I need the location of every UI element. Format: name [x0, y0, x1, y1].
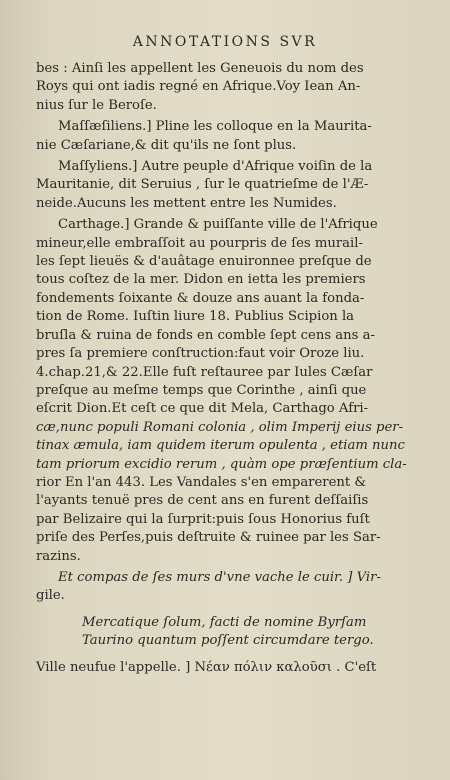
text-line: cæ,nunc populi Romani colonia , olim Imperij eius per- [36, 419, 404, 435]
text-line: Carthage.] Grande & puiſſante ville de l'Afrique [58, 217, 378, 233]
text-line: nie Cæſariane,& dit qu'ils ne ſont plus. [36, 137, 297, 153]
text-line: par Belizaire qui la ſurprit:puis ſous Honorius fuſt [36, 511, 370, 527]
text-line: l'ayants tenuë pres de cent ans en furent deſſaiſis [36, 493, 369, 509]
text-line: mineur,elle embraſſoit au pourpris de ſes murail- [36, 235, 363, 251]
text-line: tinax æmula, iam quidem iterum opulenta , etiam nunc [36, 438, 405, 454]
text-line: bruſla & ruina de fonds en comble ſept cens ans a- [36, 327, 375, 343]
text-line: rior En l'an 443. Les Vandales s'en emparerent & [36, 474, 367, 490]
text-line: tous coſtez de la mer. Didon en ietta les premiers [36, 272, 366, 288]
text-line: priſe des Perſes,puis deſtruite & ruinee par les Sar- [36, 530, 381, 546]
verse-line: Mercatique ſolum, facti de nomine Byrſam [82, 614, 367, 630]
text-line: Ville neufue l'appelle. ] Νέαν πόλιν καλοῦσι . C'eſt [36, 659, 377, 675]
text-line: neide.Aucuns les mettent entre les Numides. [36, 195, 337, 211]
text-line: razins. [36, 548, 81, 564]
text-line: Maſſyliens.] Autre peuple d'Afrique voiſin de la [58, 159, 373, 175]
text-line: Et compas de ſes murs d'vne vache le cuir. ] Vir- [58, 569, 381, 585]
running-head: ANNOTATIONS SVR [132, 34, 318, 50]
text-line: 4.chap.21,& 22.Elle fuſt reſtauree par Iules Cæſar [36, 364, 373, 380]
text-line: gile. [36, 588, 65, 604]
text-line: eſcrit Dion.Et ceſt ce que dit Mela, Carthago Afri- [36, 401, 369, 417]
text-line: Maſſæſiliens.] Pline les colloque en la Maurita- [58, 119, 372, 135]
text-line: pres ſa premiere conſtruction:faut voir Oroze liu. [36, 346, 365, 362]
text-line: fondements ſoixante & douze ans auant la fonda- [36, 290, 365, 306]
text-line: bes : Ainſi les appellent les Geneuois du nom des [36, 61, 364, 76]
text-line: nius ſur le Beroſe. [36, 97, 157, 113]
text-line: les ſept lieuës & d'auâtage enuironnee preſque de [36, 254, 372, 270]
verse-line: Taurino quantum poſſent circumdare tergo. [82, 633, 374, 649]
text-line: preſque au meſme temps que Corinthe , ainſi que [36, 382, 367, 398]
text-line: Mauritanie, dit Seruius , ſur le quatrieſme de l'Æ- [36, 177, 369, 193]
text-line: tam priorum excidio rerum , quàm ope præſentium cla- [36, 456, 407, 472]
page-body [36, 60, 421, 677]
text-line: Roys qui ont iadis regné en Afrique.Voy Iean An- [36, 79, 361, 95]
text-line: tion de Rome. Iuſtin liure 18. Publius Scipion la [36, 309, 355, 325]
